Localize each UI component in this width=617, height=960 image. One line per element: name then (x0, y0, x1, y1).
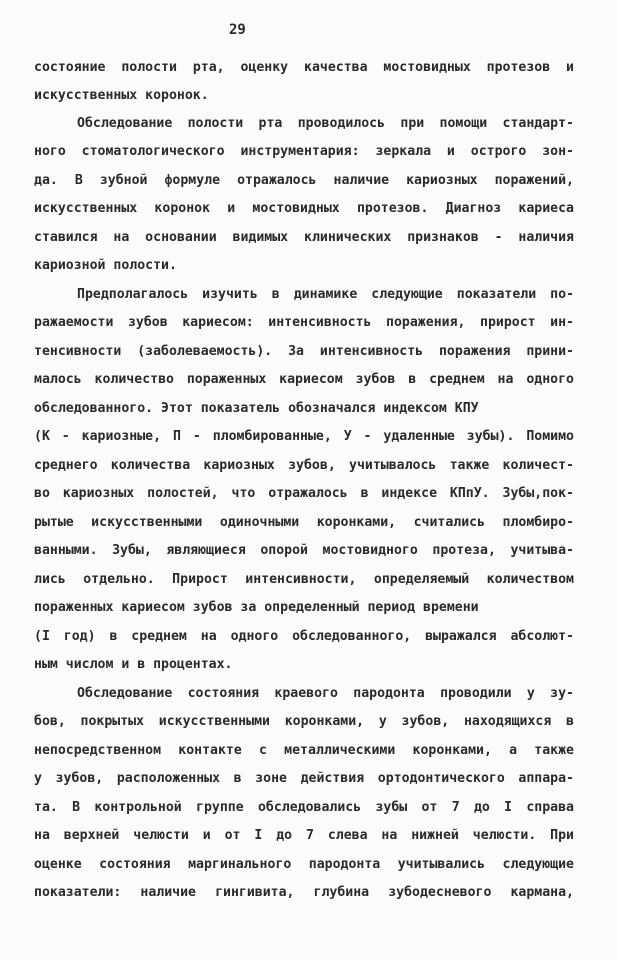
text-line: ного стоматологического инструментария: зеркала и острого зон- (34, 144, 574, 159)
text-line: ставился на основании видимых клинических признаков - наличия (34, 230, 574, 245)
text-line: Обследование полости рта проводилось при помощи стандарт- (77, 116, 574, 131)
text-line: кариозной полости. (34, 258, 177, 273)
text-line: (К - кариозные, П - пломбированные, У - удаленные зубы). Помимо (34, 429, 574, 444)
text-line: во кариозных полостей, что отражалось в индексе КПпУ. Зубы,пок- (34, 486, 574, 501)
text-line: состояние полости рта, оценку качества мостовидных протезов и (34, 60, 574, 75)
text-line: та. В контрольной группе обследовались зубы от 7 до I справа (34, 800, 574, 815)
text-line: искусственных коронок и мостовидных протезов. Диагноз кариеса (34, 201, 574, 216)
text-line: тенсивности (заболеваемость). За интенсивность поражения прини- (34, 344, 574, 359)
text-line: непосредственном контакте с металлическими коронками, а также (34, 743, 574, 758)
text-line: на верхней челюсти и от I до 7 слева на нижней челюсти. При (34, 828, 574, 843)
text-line: да. В зубной формуле отражалось наличие кариозных поражений, (34, 173, 574, 188)
text-line: малось количество пораженных кариесом зубов в среднем на одного (34, 372, 574, 387)
text-line: оценке состояния маргинального пародонта учитывались следующие (34, 857, 574, 872)
text-line: обследованного. Этот показатель обозначался индексом КПУ (34, 401, 479, 416)
text-line: бов, покрытых искусственными коронками, у зубов, находящихся в (34, 714, 574, 729)
text-line: показатели: наличие гингивита, глубина зубодесневого кармана, (34, 885, 574, 900)
text-line: среднего количества кариозных зубов, учитывалось также количест- (34, 458, 574, 473)
text-line: рытые искусственными одиночными коронками, считались пломбиро- (34, 515, 574, 530)
text-line: пораженных кариесом зубов за определенный период времени (34, 600, 479, 615)
text-line: у зубов, расположенных в зоне действия ортодонтического аппара- (34, 771, 574, 786)
text-line: Обследование состояния краевого пародонта проводили у зу- (77, 686, 574, 701)
text-line: ванными. Зубы, являющиеся опорой мостовидного протеза, учитыва- (34, 543, 574, 558)
text-line: лись отдельно. Прирост интенсивности, определяемый количеством (34, 572, 574, 587)
page-number: 29 (229, 22, 246, 38)
text-line: (I год) в среднем на одного обследованного, выражался абсолют- (34, 629, 574, 644)
text-line: Предполагалось изучить в динамике следующие показатели по- (77, 287, 574, 302)
text-line: ражаемости зубов кариесом: интенсивность поражения, прирост ин- (34, 315, 574, 330)
text-line: искусственных коронок. (34, 88, 209, 103)
text-line: ным числом и в процентах. (34, 657, 233, 672)
